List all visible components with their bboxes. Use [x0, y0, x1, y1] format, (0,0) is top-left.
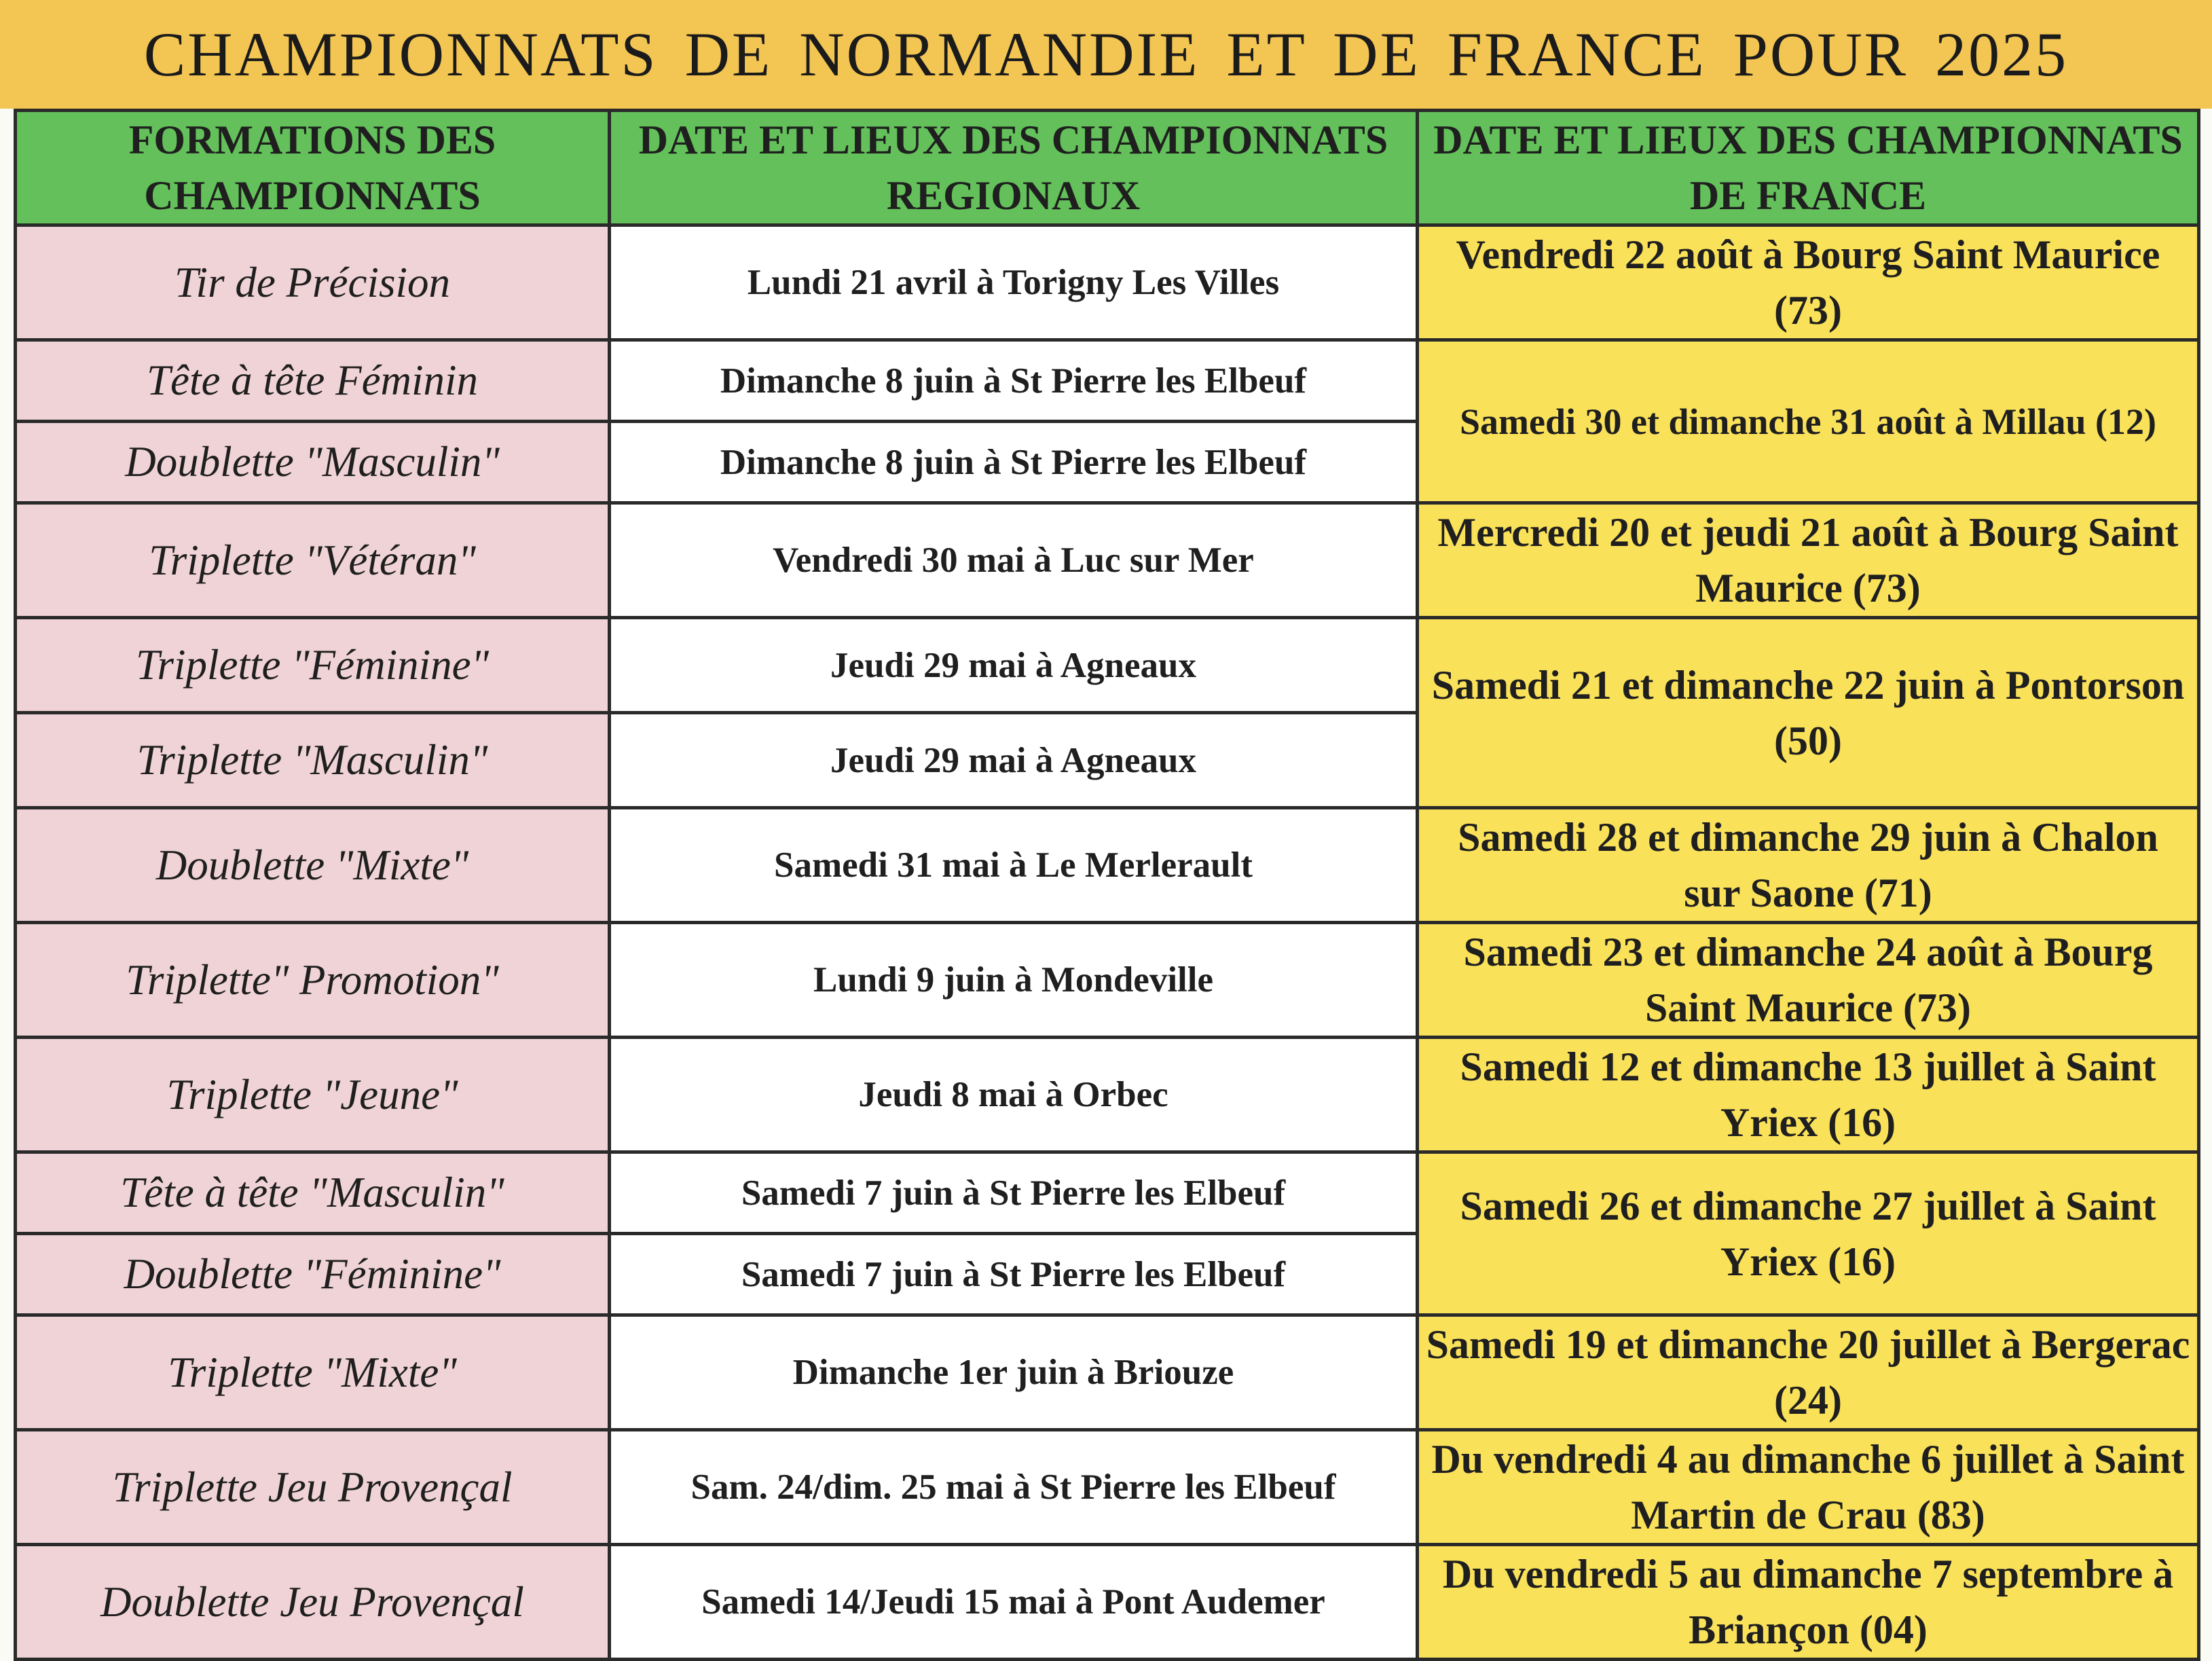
formation-cell: Doublette "Féminine" [16, 1234, 610, 1315]
regional-cell: Dimanche 8 juin à St Pierre les Elbeuf [610, 340, 1418, 422]
regional-cell: Samedi 14/Jeudi 15 mai à Pont Audemer [610, 1545, 1418, 1660]
table-row [16, 1545, 2199, 1660]
france-cell: Vendredi 22 août à Bourg Saint Maurice (73) [1418, 225, 2199, 340]
table-row [16, 1152, 2199, 1234]
formation-cell: Triplette "Mixte" [16, 1315, 610, 1430]
table-row [16, 923, 2199, 1038]
france-cell: Samedi 30 et dimanche 31 août à Millau (12) [1418, 340, 2199, 503]
formation-cell: Triplette "Masculin" [16, 713, 610, 808]
france-cell: Samedi 23 et dimanche 24 août à Bourg Saint Maurice (73) [1418, 923, 2199, 1038]
france-cell: Du vendredi 4 au dimanche 6 juillet à Saint Martin de Crau (83) [1418, 1430, 2199, 1545]
formation-cell: Doublette "Mixte" [16, 808, 610, 923]
formation-cell: Tête à tête Féminin [16, 340, 610, 422]
table-row [16, 340, 2199, 422]
france-cell: Samedi 19 et dimanche 20 juillet à Bergerac (24) [1418, 1315, 2199, 1430]
championship-table [14, 109, 2200, 1661]
page-title: CHAMPIONNATS DE NORMANDIE ET DE FRANCE POUR 2025 [143, 20, 2069, 89]
header-regional: DATE ET LIEUX DES CHAMPIONNATS REGIONAUX [610, 111, 1418, 225]
formation-cell: Triplette" Promotion" [16, 923, 610, 1038]
formation-cell: Doublette Jeu Provençal [16, 1545, 610, 1660]
formation-cell: Doublette "Masculin" [16, 422, 610, 503]
france-cell: Samedi 26 et dimanche 27 juillet à Saint Yriex (16) [1418, 1152, 2199, 1315]
france-cell: Samedi 12 et dimanche 13 juillet à Saint Yriex (16) [1418, 1038, 2199, 1152]
regional-cell: Dimanche 1er juin à Briouze [610, 1315, 1418, 1430]
table-row [16, 1315, 2199, 1430]
table-row [16, 1038, 2199, 1152]
regional-cell: Samedi 7 juin à St Pierre les Elbeuf [610, 1234, 1418, 1315]
france-cell: Samedi 28 et dimanche 29 juin à Chalon sur Saone (71) [1418, 808, 2199, 923]
table-row [16, 225, 2199, 340]
formation-cell: Triplette Jeu Provençal [16, 1430, 610, 1545]
france-cell: Samedi 21 et dimanche 22 juin à Pontorson (50) [1418, 618, 2199, 808]
formation-cell: Triplette "Féminine" [16, 618, 610, 713]
formation-cell: Triplette "Vétéran" [16, 503, 610, 618]
france-cell: Du vendredi 5 au dimanche 7 septembre à Briançon (04) [1418, 1545, 2199, 1660]
regional-cell: Sam. 24/dim. 25 mai à St Pierre les Elbeuf [610, 1430, 1418, 1545]
regional-cell: Jeudi 29 mai à Agneaux [610, 618, 1418, 713]
regional-cell: Vendredi 30 mai à Luc sur Mer [610, 503, 1418, 618]
formation-cell: Triplette "Jeune" [16, 1038, 610, 1152]
france-cell: Mercredi 20 et jeudi 21 août à Bourg Saint Maurice (73) [1418, 503, 2199, 618]
header-row [16, 111, 2199, 225]
regional-cell: Dimanche 8 juin à St Pierre les Elbeuf [610, 422, 1418, 503]
table-row [16, 1430, 2199, 1545]
regional-cell: Samedi 7 juin à St Pierre les Elbeuf [610, 1152, 1418, 1234]
table-row [16, 808, 2199, 923]
regional-cell: Jeudi 8 mai à Orbec [610, 1038, 1418, 1152]
formation-cell: Tir de Précision [16, 225, 610, 340]
table-row [16, 503, 2199, 618]
regional-cell: Lundi 21 avril à Torigny Les Villes [610, 225, 1418, 340]
regional-cell: Samedi 31 mai à Le Merlerault [610, 808, 1418, 923]
table-row [16, 618, 2199, 713]
formation-cell: Tête à tête "Masculin" [16, 1152, 610, 1234]
regional-cell: Lundi 9 juin à Mondeville [610, 923, 1418, 1038]
header-formations: FORMATIONS DES CHAMPIONNATS [16, 111, 610, 225]
regional-cell: Jeudi 29 mai à Agneaux [610, 713, 1418, 808]
header-france: DATE ET LIEUX DES CHAMPIONNATS DE FRANCE [1418, 111, 2199, 225]
